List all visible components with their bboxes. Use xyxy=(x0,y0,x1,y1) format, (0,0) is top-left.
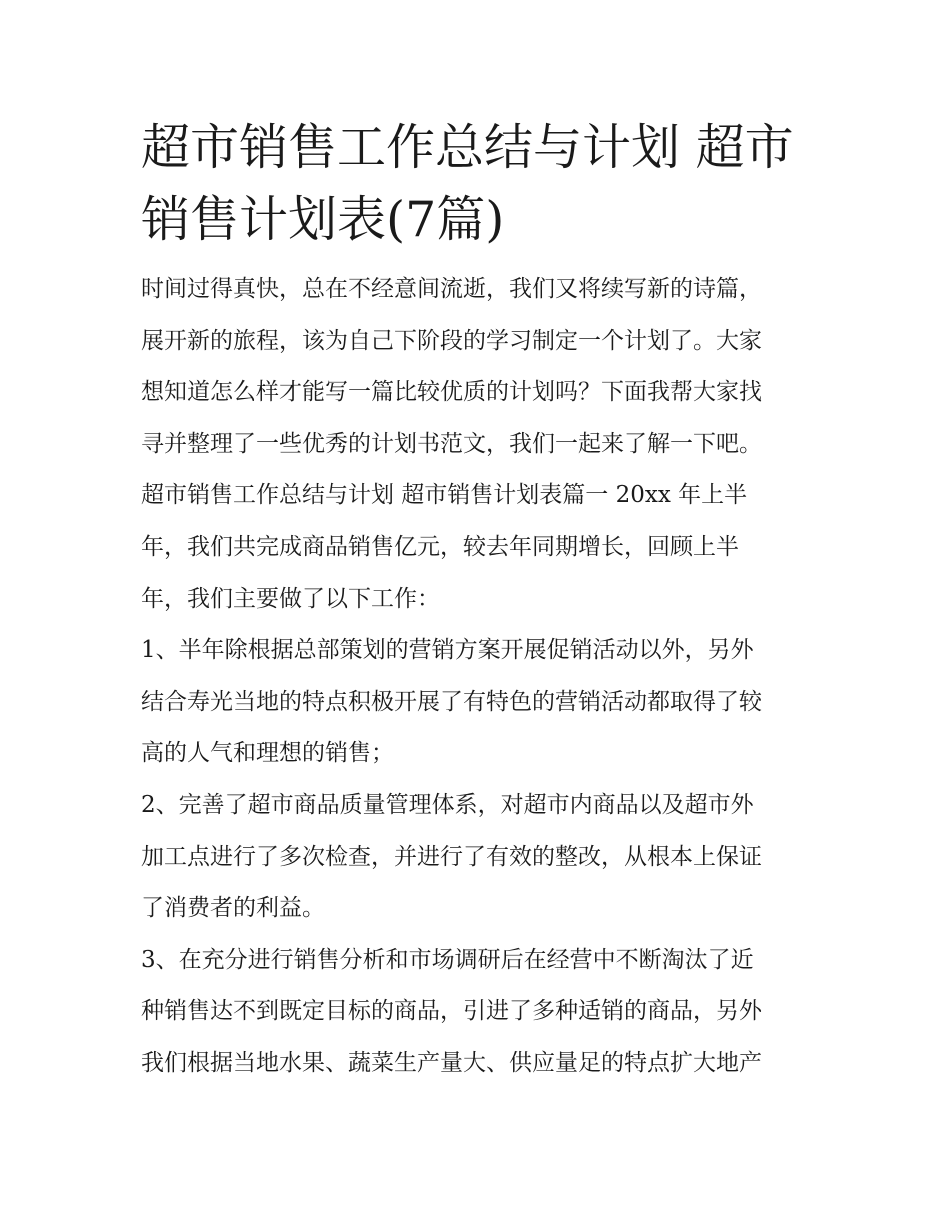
body-line: 展开新的旅程，该为自己下阶段的学习制定一个计划了。大家 xyxy=(141,327,762,354)
body-line: 寻并整理了一些优秀的计划书范文，我们一起来了解一下吧。 xyxy=(141,430,762,457)
body-line: 年，我们共完成商品销售亿元，较去年同期增长，回顾上半 xyxy=(141,533,739,560)
body-line: 2、完善了超市商品质量管理体系，对超市内商品以及超市外 xyxy=(141,791,754,818)
body-line: 加工点进行了多次检查，并进行了有效的整改，从根本上保证 xyxy=(141,843,762,870)
body-line: 高的人气和理想的销售； xyxy=(141,740,394,767)
body-line: 年，我们主要做了以下工作： xyxy=(141,585,440,612)
document-page xyxy=(141,112,813,1090)
body-line: 1、半年除根据总部策划的营销方案开展促销活动以外，另外 xyxy=(141,637,754,664)
body-line: 想知道怎么样才能写一篇比较优质的计划吗？下面我帮大家找 xyxy=(141,379,762,406)
body-line: 了消费者的利益。 xyxy=(141,895,325,922)
body-line: 3、在充分进行销售分析和市场调研后在经营中不断淘汰了近 xyxy=(141,946,754,973)
body-line: 时间过得真快，总在不经意间流逝，我们又将续写新的诗篇， xyxy=(141,276,762,302)
document-title xyxy=(141,112,813,256)
title-line-1: 超市销售工作总结与计划 超市 xyxy=(141,119,794,176)
body-line: 种销售达不到既定目标的商品，引进了多种适销的商品，另外 xyxy=(141,998,762,1025)
title-line-2: 销售计划表(7篇) xyxy=(141,191,505,248)
body-line: 超市销售工作总结与计划 超市销售计划表篇一 20xx 年上半 xyxy=(141,482,748,509)
body-line: 结合寿光当地的特点积极开展了有特色的营销活动都取得了较 xyxy=(141,688,762,715)
body-line: 我们根据当地水果、蔬菜生产量大、供应量足的特点扩大地产 xyxy=(141,1049,762,1076)
document-body xyxy=(141,264,813,1090)
